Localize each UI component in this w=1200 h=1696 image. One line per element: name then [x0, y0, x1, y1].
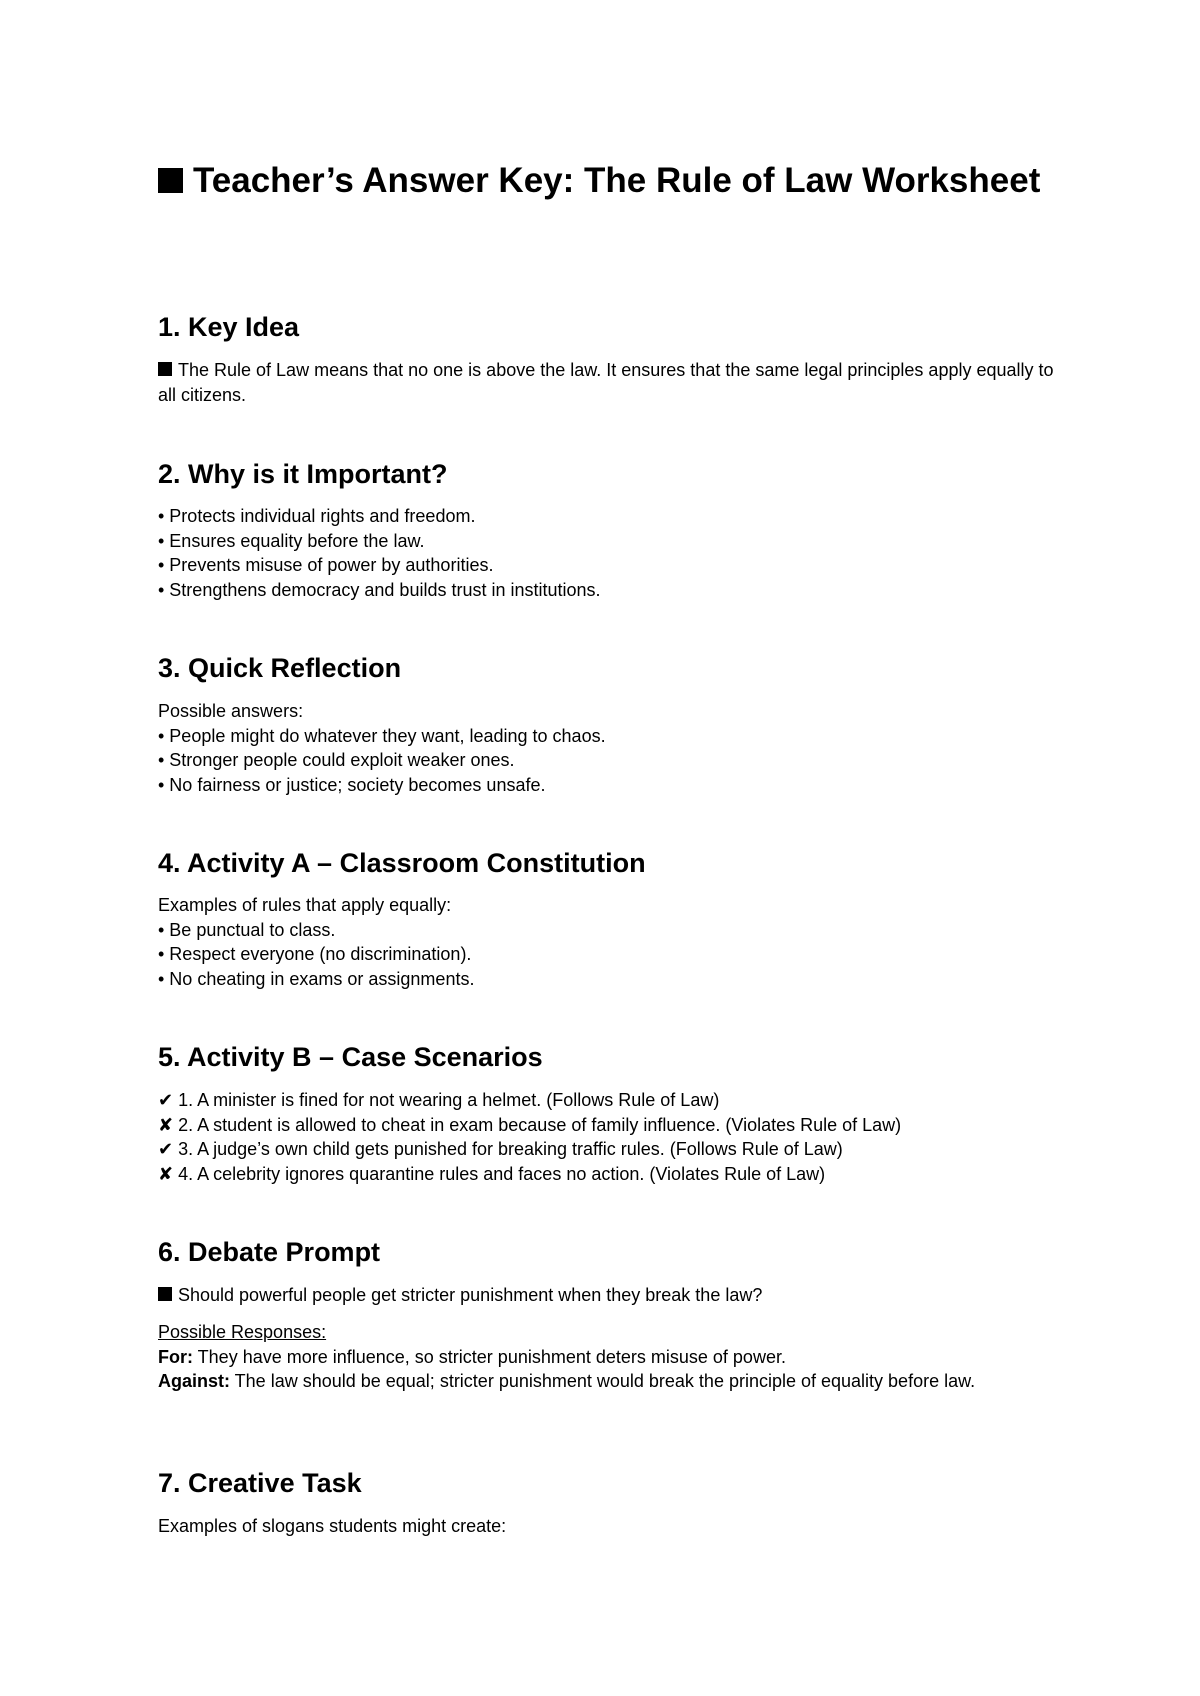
debate-prompt-text: Should powerful people get stricter punishment when they break the law?	[158, 1283, 1058, 1308]
importance-list	[158, 504, 1058, 602]
page-title: Teacher’s Answer Key: The Rule of Law Worksheet	[158, 158, 1058, 203]
list-item: • Be punctual to class.	[158, 919, 336, 940]
list-item: • Strengthens democracy and builds trust in institutions.	[158, 579, 601, 600]
section-heading-creative-task: 7. Creative Task	[158, 1468, 362, 1498]
section-heading-activity-b: 5. Activity B – Case Scenarios	[158, 1042, 543, 1072]
list-item: • Protects individual rights and freedom.	[158, 506, 476, 526]
square-bullet-icon	[158, 1287, 172, 1301]
list-item: ✔ 1. A minister is fined for not wearing a helmet. (Follows Rule of Law)	[158, 1090, 720, 1110]
reflection-list	[158, 699, 1058, 797]
section-heading-debate-prompt: 6. Debate Prompt	[158, 1237, 381, 1267]
list-item: • Prevents misuse of power by authorities.	[158, 555, 494, 575]
section-heading-activity-a: 4. Activity A – Classroom Constitution	[158, 848, 646, 878]
list-item: • People might do whatever they want, leading to chaos.	[158, 725, 606, 746]
list-item: • No cheating in exams or assignments.	[158, 968, 475, 989]
activity-a-list	[158, 893, 1058, 991]
against-response: Against: The law should be equal; stricter punishment would break the principle of equality before law.	[158, 1371, 976, 1391]
list-intro: Possible answers:	[158, 701, 304, 721]
list-item: ✔ 3. A judge’s own child gets punished for breaking traffic rules. (Follows Rule of Law)	[158, 1139, 843, 1159]
list-item: • Stronger people could exploit weaker ones.	[158, 750, 515, 770]
list-item: • Respect everyone (no discrimination).	[158, 944, 472, 964]
for-response: For: They have more influence, so stricter punishment deters misuse of power.	[158, 1346, 786, 1367]
section-heading-key-idea: 1. Key Idea	[158, 312, 300, 342]
square-bullet-icon	[158, 168, 183, 193]
case-scenarios-list	[158, 1088, 1058, 1186]
debate-responses	[158, 1320, 1058, 1394]
list-intro: Examples of rules that apply equally:	[158, 895, 452, 915]
responses-label: Possible Responses:	[158, 1322, 327, 1342]
list-item: ✘ 2. A student is allowed to cheat in exam because of family influence. (Violates Rule of Law)	[158, 1114, 902, 1135]
list-item: • Ensures equality before the law.	[158, 530, 425, 551]
creative-task-intro: Examples of slogans students might create:	[158, 1516, 507, 1536]
list-item: ✘ 4. A celebrity ignores quarantine rules and faces no action. (Violates Rule of Law)	[158, 1163, 826, 1184]
key-idea-text: The Rule of Law means that no one is above the law. It ensures that the same legal principles apply equally to all citizens.	[158, 360, 1054, 405]
square-bullet-icon	[158, 362, 172, 376]
section-heading-importance: 2. Why is it Important?	[158, 459, 448, 489]
section-heading-quick-reflection: 3. Quick Reflection	[158, 653, 402, 683]
list-item: • No fairness or justice; society becomes unsafe.	[158, 774, 546, 795]
